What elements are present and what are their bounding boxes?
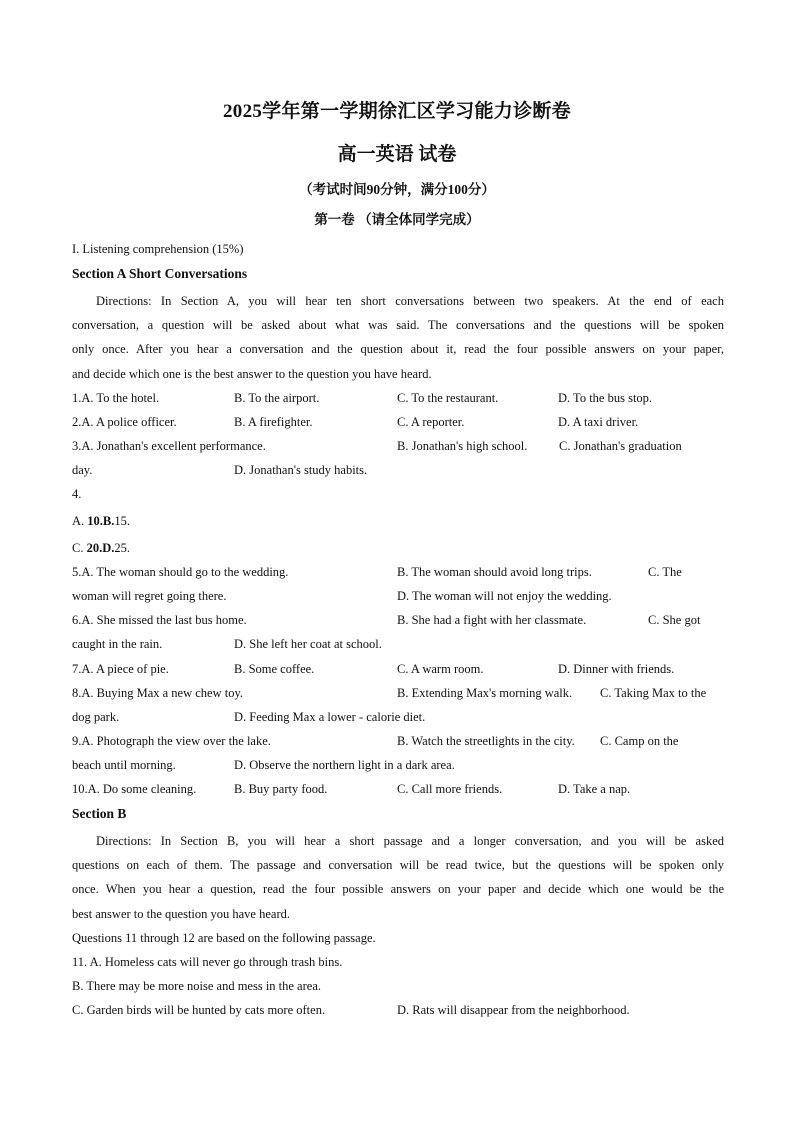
q4-b-value: 15. — [114, 514, 130, 528]
section-a-directions-line-2: conversation, a question will be asked about what was said. The conversations and the questions will be spoken — [72, 318, 724, 332]
section-b-directions-line-1: Directions: In Section B, you will hear a short passage and a longer conversation, and you will be asked — [96, 834, 724, 848]
section-b-intro: Questions 11 through 12 are based on the following passage. — [72, 931, 376, 945]
q9-option-b: B. Watch the streetlights in the city. — [397, 734, 575, 748]
q1-option-b: B. To the airport. — [234, 391, 320, 405]
volume-heading: 第一卷 （请全体同学完成） — [314, 212, 480, 227]
exam-subtitle: 高一英语 试卷 — [337, 144, 457, 165]
q10-option-d: D. Take a nap. — [558, 782, 631, 796]
q1-option-a: 1.A. To the hotel. — [72, 391, 160, 405]
q4-a-value: 10.B. — [87, 514, 115, 528]
q2-option-a: 2.A. A police officer. — [72, 415, 177, 429]
section-b-directions-line-2: questions on each of them. The passage and conversation will be read twice, but the questions will be spoken only — [72, 858, 724, 872]
q9-option-a: 9.A. Photograph the view over the lake. — [72, 734, 271, 748]
q10-option-b: B. Buy party food. — [234, 782, 328, 796]
section-a-directions-line-4: and decide which one is the best answer to the question you have heard. — [72, 367, 432, 381]
section-a-directions-line-1: Directions: In Section A, you will hear ten short conversations between two speakers. At the end of each — [96, 294, 724, 308]
section-b-heading: Section B — [72, 806, 127, 821]
q7-option-a: 7.A. A piece of pie. — [72, 662, 169, 676]
q7-option-c: C. A warm room. — [397, 662, 484, 676]
q2-option-c: C. A reporter. — [397, 415, 465, 429]
section-b-directions-line-4: best answer to the question you have heard. — [72, 907, 290, 921]
q5-option-b: B. The woman should avoid long trips. — [397, 565, 592, 579]
q6-option-c-cont: caught in the rain. — [72, 637, 163, 651]
q1-option-c: C. To the restaurant. — [397, 391, 499, 405]
q4-options-cd — [72, 539, 724, 557]
q5-option-c: C. The — [648, 565, 682, 579]
q8-option-c: C. Taking Max to the — [600, 686, 707, 700]
q3-option-c: C. Jonathan's graduation — [559, 439, 682, 453]
q3-option-c-cont: day. — [72, 463, 93, 477]
q1-option-d: D. To the bus stop. — [558, 391, 653, 405]
q8-option-d: D. Feeding Max a lower - calorie diet. — [234, 710, 426, 724]
q3-option-a: 3.A. Jonathan's excellent performance. — [72, 439, 266, 453]
q9-option-d: D. Observe the northern light in a dark area. — [234, 758, 455, 772]
q9-option-c: C. Camp on the — [600, 734, 679, 748]
q11-option-c: C. Garden birds will be hunted by cats more often. — [72, 1003, 326, 1017]
q3-option-b: B. Jonathan's high school. — [397, 439, 528, 453]
q6-option-a: 6.A. She missed the last bus home. — [72, 613, 247, 627]
q5-option-c-cont: woman will regret going there. — [72, 589, 227, 603]
q7-option-d: D. Dinner with friends. — [558, 662, 675, 676]
q11-option-b: B. There may be more noise and mess in the area. — [72, 979, 321, 993]
q8-option-a: 8.A. Buying Max a new chew toy. — [72, 686, 244, 700]
q8-option-b: B. Extending Max's morning walk. — [397, 686, 573, 700]
section-a-directions-line-3: only once. After you hear a conversation and the question about it, read the four possible answers on your paper, — [72, 342, 724, 356]
q11-option-a: 11. A. Homeless cats will never go through trash bins. — [72, 955, 343, 969]
q3-option-d: D. Jonathan's study habits. — [234, 463, 368, 477]
question-4-number: 4. — [72, 487, 82, 501]
q4-c-value: 20.D. — [86, 541, 115, 555]
q2-option-d: D. A taxi driver. — [558, 415, 639, 429]
q10-option-c: C. Call more friends. — [397, 782, 503, 796]
q5-option-d: D. The woman will not enjoy the wedding. — [397, 589, 612, 603]
q10-option-a: 10.A. Do some cleaning. — [72, 782, 197, 796]
section-a-heading: Section A Short Conversations — [72, 266, 248, 281]
q9-option-c-cont: beach until morning. — [72, 758, 176, 772]
q8-option-c-cont: dog park. — [72, 710, 120, 724]
q4-c-label: C. — [72, 541, 84, 555]
q6-option-d: D. She left her coat at school. — [234, 637, 382, 651]
exam-title: 2025学年第一学期徐汇区学习能力诊断卷 — [222, 101, 571, 122]
exam-info: （考试时间90分钟，满分100分） — [299, 182, 495, 197]
q6-option-c: C. She got — [648, 613, 701, 627]
q5-option-a: 5.A. The woman should go to the wedding. — [72, 565, 289, 579]
q4-d-value: 25. — [114, 541, 130, 555]
q11-option-d: D. Rats will disappear from the neighborhood. — [397, 1003, 630, 1017]
part1-heading: I. Listening comprehension (15%) — [72, 242, 244, 256]
section-b-directions-line-3: once. When you hear a question, read the four possible answers on your paper and decide which one would be the — [72, 882, 724, 896]
q4-a-label: A. — [72, 514, 85, 528]
q7-option-b: B. Some coffee. — [234, 662, 315, 676]
q2-option-b: B. A firefighter. — [234, 415, 313, 429]
q4-options-ab — [72, 512, 724, 530]
q6-option-b: B. She had a fight with her classmate. — [397, 613, 587, 627]
